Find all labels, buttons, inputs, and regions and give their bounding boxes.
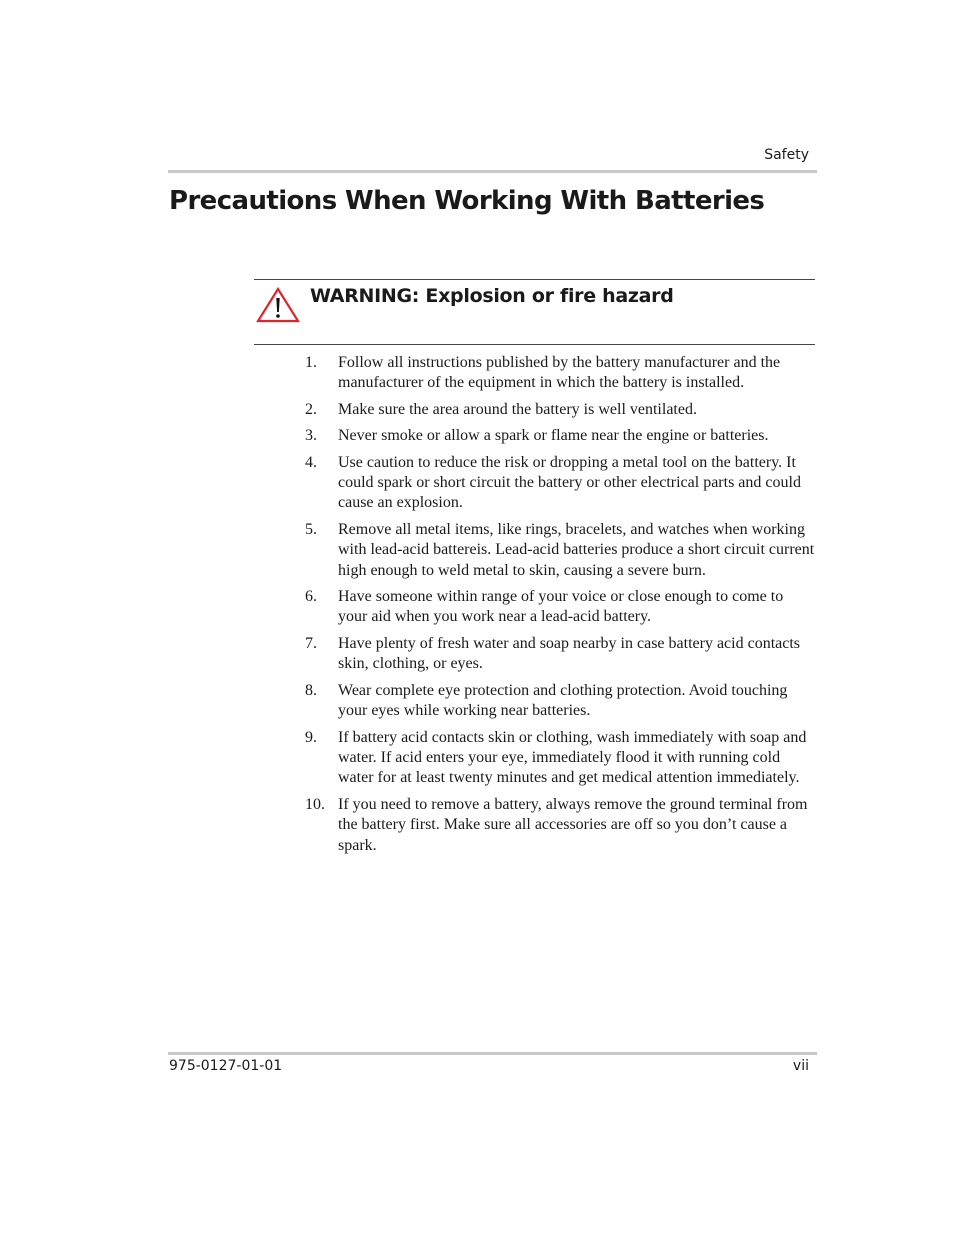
list-item-text: Follow all instructions published by the battery manufacturer and the manufacturer of the equipment in which the battery is installed.	[338, 354, 781, 392]
header-divider	[168, 170, 817, 173]
list-item-number: 4.	[305, 453, 317, 471]
list-item	[305, 795, 815, 856]
warning-triangle-icon	[255, 286, 301, 324]
warning-title: WARNING: Explosion or fire hazard	[310, 285, 674, 307]
list-item-text: If you need to remove a battery, always remove the ground terminal from the battery first. Make sure all accessories are off so you don’t cause a spark.	[338, 795, 808, 854]
list-item	[305, 453, 815, 514]
footer-divider	[168, 1052, 817, 1055]
list-item-number: 2.	[305, 400, 317, 418]
list-item	[305, 681, 815, 722]
list-item-text: Have plenty of fresh water and soap nearby in case battery acid contacts skin, clothing, or eyes.	[338, 634, 801, 673]
list-item-number: 5.	[305, 520, 317, 538]
precautions-list	[305, 353, 815, 862]
list-item-text: Make sure the area around the battery is well ventilated.	[338, 400, 697, 418]
warning-top-divider	[254, 279, 815, 280]
list-item	[305, 400, 815, 420]
list-item-text: Have someone within range of your voice or close enough to come to your aid when you work near a lead-acid battery.	[338, 588, 784, 626]
list-item-text: If battery acid contacts skin or clothing, wash immediately with soap and water. If acid enters your eye, immediately flood it with running cold water for at least twenty minutes and get medical attention immediately.	[338, 728, 807, 787]
list-item-text: Use caution to reduce the risk or dropping a metal tool on the battery. It could spark or short circuit the battery or other electrical parts and could cause an explosion.	[338, 453, 801, 512]
list-item	[305, 587, 815, 628]
list-item-number: 6.	[305, 588, 317, 606]
page-number: vii	[792, 1058, 809, 1074]
warning-exclamation-dot	[276, 314, 280, 318]
list-item-number: 7.	[305, 634, 317, 652]
document-number: 975-0127-01-01	[169, 1058, 283, 1074]
list-item-number: 10.	[305, 795, 325, 813]
list-item	[305, 634, 815, 675]
list-item-number: 8.	[305, 681, 317, 699]
list-item-number: 3.	[305, 427, 317, 445]
list-item-number: 1.	[305, 354, 317, 371]
list-item-text: Wear complete eye protection and clothing protection. Avoid touching your eyes while working near batteries.	[338, 681, 788, 720]
list-item	[305, 728, 815, 789]
list-item-number: 9.	[305, 728, 317, 746]
list-item-text: Remove all metal items, like rings, bracelets, and watches when working with lead-acid battereis. Lead-acid batteries produce a short circuit current high enough to weld metal to skin, causing a severe burn.	[338, 520, 815, 579]
warning-bottom-divider	[254, 344, 815, 345]
list-item	[305, 520, 815, 581]
list-item	[305, 353, 815, 394]
page-title: Precautions When Working With Batteries	[169, 186, 765, 216]
list-item	[305, 426, 815, 446]
running-header-section: Safety	[764, 147, 809, 163]
list-item-text: Never smoke or allow a spark or flame near the engine or batteries.	[338, 427, 769, 445]
